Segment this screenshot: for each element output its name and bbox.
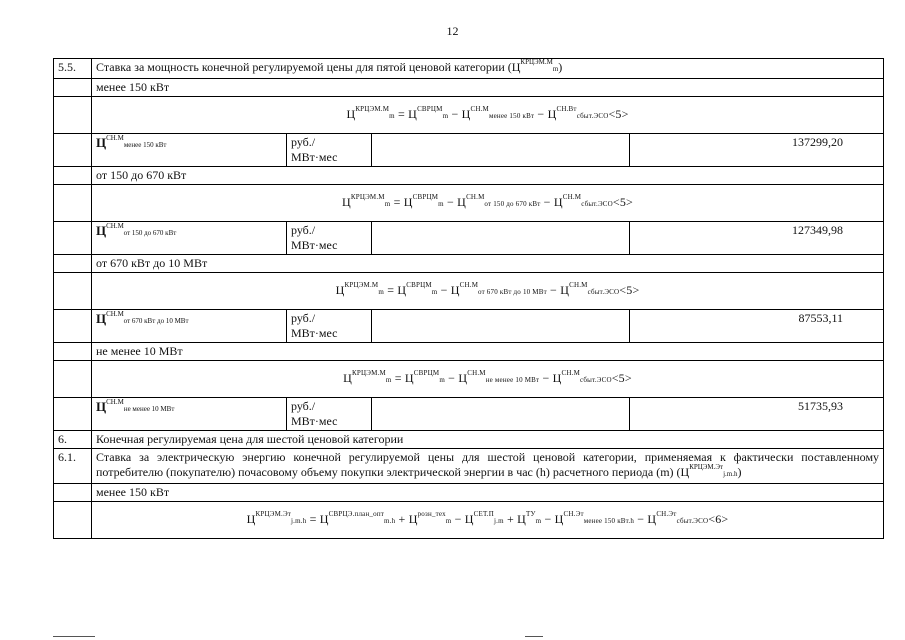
symbol-cell: $Ц^{СН.М}от$ 150 до 670 кВт xyxy=(92,222,287,255)
symbol-cell: $Ц^{СН.М}не$ менее 10 МВт xyxy=(92,398,287,431)
row-number: 6. xyxy=(54,431,92,449)
row-number: 5.5. xyxy=(54,59,92,79)
formula: $Ц^{КРЦЭМ.М}m = Ц^{СВРЦМ}m - Ц^{СН.М}от$ 150 до 670 кВт − $Ц^{СН.М}сбыт.ЭСО<5>$ xyxy=(92,185,884,222)
formula-row xyxy=(54,502,884,539)
formula-row xyxy=(54,361,884,398)
row-5-5 xyxy=(54,59,884,79)
unit-cell: руб./ МВт·мес xyxy=(287,310,372,343)
category-row xyxy=(54,79,884,97)
category-label: не менее 10 МВт xyxy=(92,343,884,361)
category-label: менее 150 кВт xyxy=(92,79,884,97)
value-cell: 137299,20 xyxy=(630,134,884,167)
category-label: от 670 кВт до 10 МВт xyxy=(92,255,884,273)
category-row xyxy=(54,484,884,502)
tariff-table xyxy=(53,58,884,539)
row-title: Ставка за мощность конечной регулируемой цены для пятой ценовой категории $(Ц^{КРЦЭМ.М}m)$ xyxy=(92,59,884,79)
symbol-cell: $Ц^{СН.М}от$ 670 кВт до 10 МВт xyxy=(92,310,287,343)
category-label: менее 150 кВт xyxy=(92,484,884,502)
formula: $Ц^{КРЦЭМ.Эт}j.m.h = Ц^{СВРЦЭ.план\_опт}m.h + Ц^{розн\_тех}m - Ц^{СЕТ.П}j.m + Ц^{ТУ}m$ − $Ц^{СН.Эт}менее$ 150 $кВт.h - Ц^{СН.Эт}сбыт.ЭСО<6>$ xyxy=(92,502,884,539)
row-title: Ставка за электрическую энергию конечной регулируемой цены для шестой ценовой категории, применяемая к фактически поставленному потребителю (покупателю) почасовому объему покупки электрической энергии в час (h) расчетного периода (m) $(Ц^{КРЦЭМ.Эт}j.m.h)$ xyxy=(92,449,884,484)
formula-row xyxy=(54,273,884,310)
category-row xyxy=(54,255,884,273)
divider xyxy=(525,636,543,637)
formula-row xyxy=(54,97,884,134)
value-cell: 127349,98 xyxy=(630,222,884,255)
page-number: 12 xyxy=(446,24,459,38)
value-cell: 87553,11 xyxy=(630,310,884,343)
category-row xyxy=(54,343,884,361)
category-label: от 150 до 670 кВт xyxy=(92,167,884,185)
row-6-1 xyxy=(54,449,884,484)
row-6 xyxy=(54,431,884,449)
value-row xyxy=(54,134,884,167)
row-title: Конечная регулируемая цена для шестой ценовой категории xyxy=(92,431,884,449)
category-row xyxy=(54,167,884,185)
formula: $Ц^{КРЦЭМ.М}m = Ц^{СВРЦМ}m - Ц^{СН.М}от$ 670 кВт до 10 МВт − $Ц^{СН.М}сбыт.ЭСО<5>$ xyxy=(92,273,884,310)
formula-row xyxy=(54,185,884,222)
formula: $Ц^{КРЦЭМ.М}m = Ц^{СВРЦМ}m$ − $Ц^{СН.М}менее$ 150 кВт − $Ц^{СН.Вт}сбыт.ЭСО<5>$ xyxy=(92,97,884,134)
row-number: 6.1. xyxy=(54,449,92,484)
value-cell: 51735,93 xyxy=(630,398,884,431)
unit-cell: руб./ МВт·мес xyxy=(287,134,372,167)
value-row xyxy=(54,398,884,431)
unit-cell: руб./ МВт·мес xyxy=(287,222,372,255)
divider xyxy=(53,636,95,637)
value-row xyxy=(54,222,884,255)
formula: $Ц^{КРЦЭМ.М}m = Ц^{СВРЦМ}m - Ц^{СН.М}не$ менее 10 МВт − $Ц^{СН.М}сбыт.ЭСО<5>$ xyxy=(92,361,884,398)
unit-cell: руб./ МВт·мес xyxy=(287,398,372,431)
value-row xyxy=(54,310,884,343)
symbol-cell: $Ц^{СН.М}менее$ 150 кВт xyxy=(92,134,287,167)
